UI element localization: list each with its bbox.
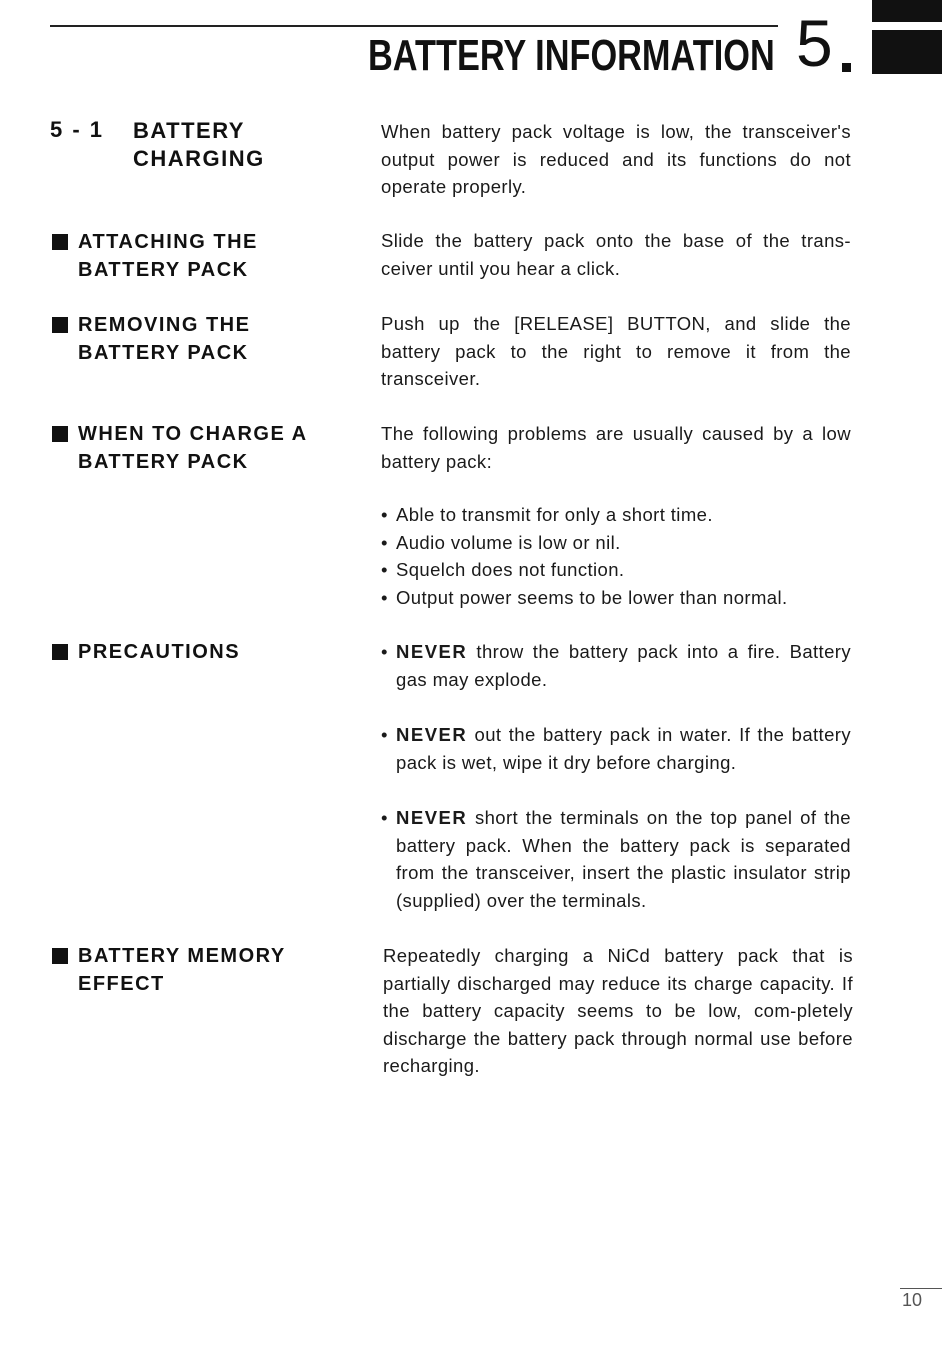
chapter-title: BATTERY INFORMATION xyxy=(368,31,775,80)
footer-rule xyxy=(900,1288,942,1289)
removing-text: Push up the [RELEASE] BUTTON, and slide the battery pack to the right to remove it from the transceiver. xyxy=(381,313,851,389)
precaution-item: • NEVER throw the battery pack into a fire. Battery gas may explode. xyxy=(381,641,851,690)
list-item: • Able to transmit for only a short time. xyxy=(381,504,713,525)
when-to-charge-heading xyxy=(52,420,308,476)
list-item: • Audio volume is low or nil. xyxy=(381,531,621,553)
attaching-heading-line2: BATTERY PACK xyxy=(78,259,249,281)
symptom-list xyxy=(381,501,851,611)
bullet-square-icon xyxy=(52,317,68,333)
chapter-tab-marker xyxy=(872,30,942,74)
section-intro: When battery pack voltage is low, the transceiver's output power is reduced and its functions do not operate properly. xyxy=(381,121,851,197)
when-to-charge-text: The following problems are usually caused by a low battery pack: xyxy=(381,423,851,472)
section-title-line1: BATTERY xyxy=(133,118,245,143)
precautions-heading xyxy=(52,638,240,666)
when-to-charge-heading-line1: WHEN TO CHARGE A xyxy=(78,423,308,445)
section-number: 5 - 1 xyxy=(50,117,105,142)
page-number: 10 xyxy=(902,1290,923,1310)
attaching-heading-line1: ATTACHING THE xyxy=(78,231,258,253)
precaution-item: • NEVER short the terminals on the top panel of the battery pack. When the battery pack is separated from the transceiver, insert the plastic insulator strip (supplied) over the terminals. xyxy=(381,807,851,911)
bullet-square-icon xyxy=(52,426,68,442)
bullet-square-icon xyxy=(52,948,68,964)
section-title xyxy=(133,117,265,173)
removing-heading-line2: BATTERY PACK xyxy=(78,342,249,364)
bullet-square-icon xyxy=(52,644,68,660)
list-item: • Output power seems to be lower than normal. xyxy=(381,586,788,608)
attaching-text: Slide the battery pack onto the base of the trans-ceiver until you hear a click. xyxy=(381,230,851,279)
precautions-heading-label: PRECAUTIONS xyxy=(78,641,241,663)
removing-heading-line1: REMOVING THE xyxy=(78,314,251,336)
bullet-square-icon xyxy=(52,234,68,250)
header-rule xyxy=(50,25,778,27)
memory-effect-text: Repeatedly charging a NiCd battery pack that is partially discharged may reduce its charge capacity. If the battery capacity seems to be low, com-pletely discharge the battery pack through normal use before recharging. xyxy=(383,945,853,1076)
memory-effect-heading-line1: BATTERY MEMORY xyxy=(78,945,286,967)
list-item: • Squelch does not function. xyxy=(381,559,625,580)
attaching-heading xyxy=(52,228,258,284)
precaution-item: • NEVER out the battery pack in water. If the battery pack is wet, wipe it dry before charging. xyxy=(381,724,851,773)
removing-heading xyxy=(52,311,250,367)
memory-effect-heading-line2: EFFECT xyxy=(78,973,165,995)
chapter-tab-marker-top xyxy=(872,0,942,22)
section-title-line2: CHARGING xyxy=(133,146,265,171)
memory-effect-heading xyxy=(52,942,286,998)
when-to-charge-heading-line2: BATTERY PACK xyxy=(78,451,249,473)
chapter-number: 5 xyxy=(796,6,833,80)
chapter-number-period xyxy=(842,63,851,72)
